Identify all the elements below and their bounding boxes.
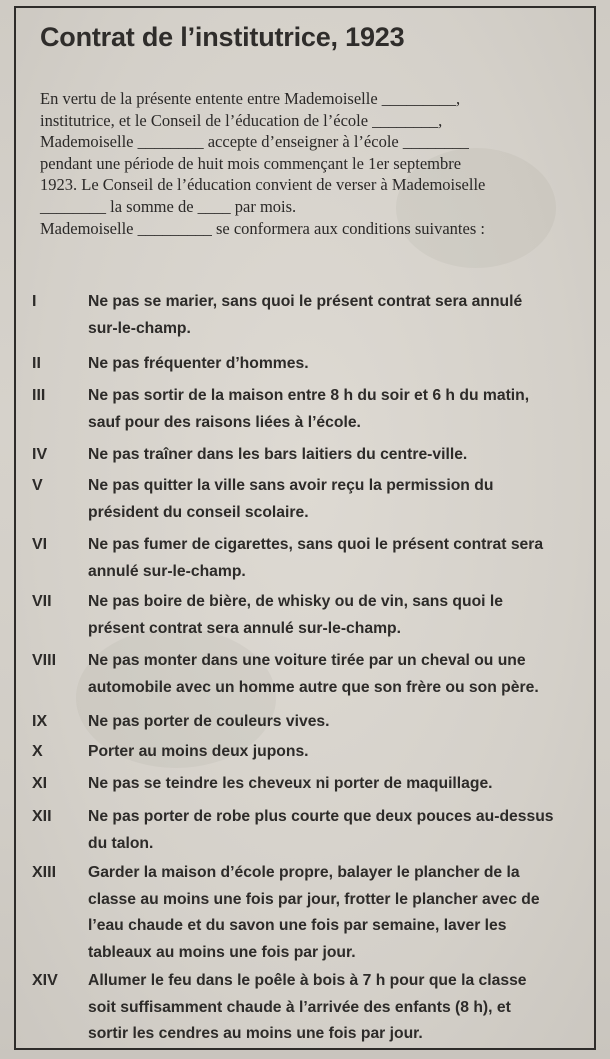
condition-number: III — [32, 387, 46, 404]
condition-text — [88, 589, 584, 642]
condition-number: I — [32, 293, 37, 310]
condition-text — [88, 351, 584, 378]
condition-text — [88, 289, 584, 342]
condition-number: XII — [32, 808, 52, 825]
intro-line: institutrice, et le Conseil de l’éducation de l’école ________, — [40, 110, 443, 130]
condition-line: annulé sur-le-champ. — [88, 562, 246, 580]
condition-line: sauf pour des raisons liées à l’école. — [88, 413, 361, 431]
condition-number: XIII — [32, 864, 57, 881]
intro-line: Mademoiselle _________ se conformera aux conditions suivantes : — [40, 218, 485, 238]
condition-text — [88, 860, 584, 966]
condition-line: tableaux au moins une fois par jour. — [88, 943, 356, 961]
condition-line: Ne pas quitter la ville sans avoir reçu la permission du — [88, 477, 494, 494]
intro-line: Mademoiselle ________ accepte d’enseigner à l’école ________ — [40, 132, 469, 152]
condition-line: Ne pas traîner dans les bars laitiers du centre-ville. — [88, 446, 468, 463]
condition-line: Allumer le feu dans le poêle à bois à 7 h pour que la classe — [88, 972, 527, 989]
intro-line: 1923. Le Conseil de l’éducation convient de verser à Mademoiselle — [40, 175, 486, 195]
condition-line: automobile avec un homme autre que son frère ou son père. — [88, 678, 539, 696]
contract-title: Contrat de l’institutrice, 1923 — [40, 22, 405, 52]
condition-line: président du conseil scolaire. — [88, 503, 309, 521]
contract-frame — [14, 6, 596, 1050]
condition-line: classe au moins une fois par jour, frotter le plancher avec de — [88, 890, 540, 908]
condition-text — [88, 383, 584, 436]
condition-number: II — [32, 355, 41, 372]
condition-line: sur-le-champ. — [88, 319, 191, 337]
condition-number: XIV — [32, 972, 58, 989]
condition-line: Ne pas boire de bière, de whisky ou de vin, sans quoi le — [88, 593, 503, 610]
condition-number: VIII — [32, 652, 57, 669]
condition-line: Ne pas porter de couleurs vives. — [88, 713, 330, 730]
condition-number: VII — [32, 593, 52, 610]
condition-line: Ne pas porter de robe plus courte que deux pouces au-dessus — [88, 808, 554, 825]
condition-text — [88, 473, 584, 526]
condition-line: Porter au moins deux jupons. — [88, 743, 309, 760]
condition-text — [88, 968, 584, 1048]
condition-text — [88, 532, 584, 585]
condition-line: Ne pas monter dans une voiture tirée par un cheval ou une — [88, 652, 526, 669]
condition-line: sortir les cendres au moins une fois par jour. — [88, 1025, 423, 1042]
condition-text — [88, 709, 584, 736]
condition-line: Ne pas se teindre les cheveux ni porter de maquillage. — [88, 775, 493, 792]
condition-number: XI — [32, 775, 48, 792]
condition-line: soit suffisamment chaude à l’arrivée des enfants (8 h), et — [88, 998, 511, 1016]
condition-text — [88, 442, 584, 469]
condition-text — [88, 804, 584, 857]
condition-line: l’eau chaude et du savon une fois par semaine, laver les — [88, 917, 507, 934]
condition-line: Ne pas fumer de cigarettes, sans quoi le présent contrat sera — [88, 536, 544, 553]
condition-number: IX — [32, 713, 48, 730]
condition-line: présent contrat sera annulé sur-le-champ. — [88, 619, 401, 637]
intro-line: pendant une période de huit mois commençant le 1er septembre — [40, 153, 462, 173]
intro-line: En vertu de la présente entente entre Mademoiselle _________, — [40, 89, 461, 108]
condition-number: IV — [32, 446, 48, 463]
condition-line: Ne pas sortir de la maison entre 8 h du soir et 6 h du matin, — [88, 387, 530, 404]
condition-line: Ne pas se marier, sans quoi le présent contrat sera annulé — [88, 293, 523, 310]
condition-text — [88, 739, 584, 766]
condition-line: Ne pas fréquenter d’hommes. — [88, 355, 309, 372]
condition-line: du talon. — [88, 834, 154, 852]
condition-line: Garder la maison d’école propre, balayer le plancher de la — [88, 864, 520, 881]
conditions-list — [16, 8, 598, 1052]
intro-line: ________ la somme de ____ par mois. — [40, 196, 297, 216]
condition-text — [88, 648, 584, 701]
condition-number: V — [32, 477, 43, 494]
condition-text — [88, 771, 584, 798]
condition-number: VI — [32, 536, 48, 553]
condition-number: X — [32, 743, 43, 760]
